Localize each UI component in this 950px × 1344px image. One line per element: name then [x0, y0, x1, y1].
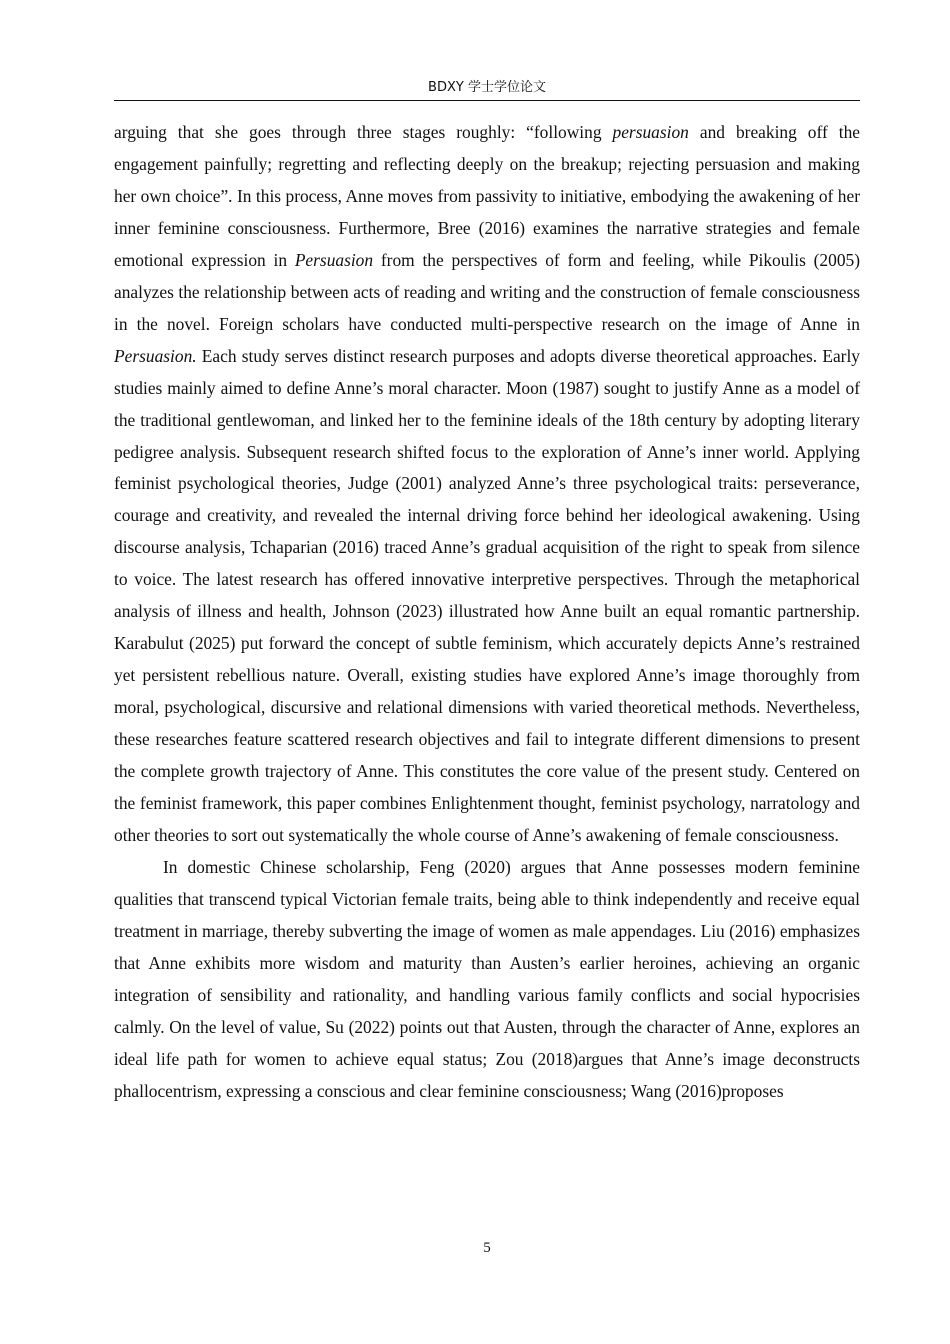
italic-title: Persuasion.	[114, 345, 197, 366]
paragraph	[114, 117, 860, 852]
page-number: 5	[483, 1240, 491, 1256]
text-segment: In domestic Chinese scholarship, Feng (2020) argues that Anne possesses modern feminine qualities that transcend typical Victorian female traits, being able to think independently and receive equal treatment in marriage, thereby subverting the image of women as male appendages. Liu (2016) emphasizes that Anne exhibits more wisdom and maturity than Austen’s earlier heroines, achieving an organic integration of sensibility and rationality, and handling various family conflicts and social hypocrisies calmly. On the level of value, Su (2022) points out that Austen, through the character of Anne, explores an ideal life path for women to achieve equal status; Zou (2018)argues that Anne’s image deconstructs phallocentrism, expressing a conscious and clear feminine consciousness; Wang (2016)proposes	[114, 856, 860, 1101]
running-header: BDXY 学士学位论文	[428, 80, 546, 95]
text-segment: from the perspectives of form and feeling, while Pikoulis (2005) analyzes the relationship between acts of reading and writing and the construction of female consciousness in the novel. Foreign scholars have conducted multi-perspective research on the image of Anne in	[114, 249, 860, 334]
text-segment: arguing that she goes through three stages roughly: “following	[114, 122, 613, 142]
paragraph	[114, 852, 860, 1108]
text-segment: and breaking off the engagement painfully; regretting and reflecting deeply on the breakup; rejecting persuasion and making her own choice”. In this process, Anne moves from passivity to initiative, embodying the awakening of her inner feminine consciousness. Furthermore, Bree (2016) examines the narrative strategies and female emotional expression in	[114, 122, 860, 270]
header-rule	[114, 100, 860, 101]
italic-title: Persuasion	[294, 249, 374, 270]
text-segment: Each study serves distinct research purposes and adopts diverse theoretical approaches. Early studies mainly aimed to define Anne’s moral character. Moon (1987) sought to justify Anne as a model of the traditional gentlewoman, and linked her to the feminine ideals of the 18th century by adopting literary pedigree analysis. Subsequent research shifted focus to the exploration of Anne’s inner world. Applying feminist psychological theories, Judge (2001) analyzed Anne’s three psychological traits: perseverance, courage and creativity, and revealed the internal driving force behind her ideological awakening. Using discourse analysis, Tchaparian (2016) traced Anne’s gradual acquisition of the right to speak from silence to voice. The latest research has offered innovative interpretive perspectives. Through the metaphorical analysis of illness and health, Johnson (2023) illustrated how Anne built an equal romantic partnership. Karabulut (2025) put forward the concept of subtle feminism, which accurately depicts Anne’s restrained yet persistent rebellious nature. Overall, existing studies have explored Anne’s image thoroughly from moral, psychological, discursive and relational dimensions with varied theoretical methods. Nevertheless, these researches feature scattered research objectives and fail to integrate different dimensions to present the complete growth trajectory of Anne. This constitutes the core value of the present study. Centered on the feminist framework, this paper combines Enlightenment thought, feminist psychology, narratology and other theories to sort out systematically the whole course of Anne’s awakening of female consciousness.	[114, 345, 860, 845]
italic-title: persuasion	[612, 122, 689, 142]
body-text	[114, 117, 860, 1108]
